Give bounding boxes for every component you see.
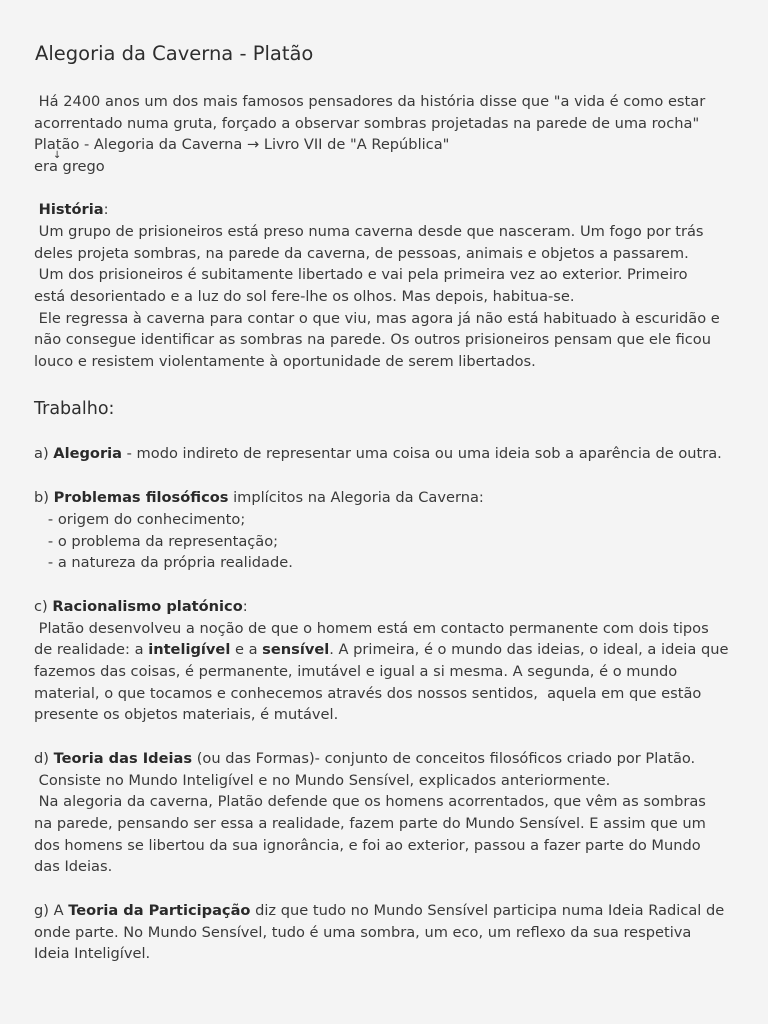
- intro-line-2: acorrentado numa gruta, forçado a observar sombras projetadas na parede de uma rocha": [34, 115, 700, 132]
- item-b-list-item: - o problema da representação;: [34, 533, 279, 550]
- term-sensivel: sensível: [262, 641, 330, 658]
- item-c-line-2-text: . A primeira, é o mundo das ideias, o ideal, a ideia que: [329, 641, 729, 658]
- intro-line-3: Platão - Alegoria da Caverna → Livro VII de "A República": [34, 136, 450, 153]
- item-g-line-2: onde parte. No Mundo Sensível, tudo é uma sombra, um eco, um reflexo da sua respetiva: [34, 924, 692, 941]
- historia-line-7: louco e resistem violentamente à oportunidade de serem libertados.: [34, 353, 536, 370]
- item-a-term: Alegoria: [53, 445, 122, 462]
- item-c-line-3: fazemos das coisas, é permanente, imutável e igual a si mesma. A segunda, é o mundo: [34, 663, 678, 680]
- item-g-prefix: g) A: [34, 902, 69, 919]
- historia-line-3: Um dos prisioneiros é subitamente libertado e vai pela primeira vez ao exterior. Primeiro: [34, 266, 688, 283]
- item-d-line-6: das Ideias.: [34, 858, 113, 875]
- historia-label: História: [38, 201, 104, 218]
- item-c-line-2-text: de realidade: a: [34, 641, 149, 658]
- item-c-line-1: Platão desenvolveu a noção de que o homem está em contacto permanente com dois tipos: [34, 620, 709, 637]
- item-b-prefix: b): [34, 489, 54, 506]
- item-c-colon: :: [242, 598, 248, 615]
- intro-line-4: era grego: [34, 158, 105, 175]
- item-c-line-2-text: e a: [230, 641, 263, 658]
- historia-line-4: está desorientado e a luz do sol fere-lhe os olhos. Mas depois, habitua-se.: [34, 288, 575, 305]
- item-d: [34, 749, 695, 769]
- item-g-term: Teoria da Participação: [68, 902, 251, 919]
- item-c-line-5: presente os objetos materiais, é mutável.: [34, 706, 339, 723]
- historia-line-5: Ele regressa à caverna para contar o que viu, mas agora já não está habituado à escuridão e: [34, 310, 720, 327]
- item-b-list-item: - a natureza da própria realidade.: [34, 554, 293, 571]
- historia-line-1: Um grupo de prisioneiros está preso numa caverna desde que nasceram. Um fogo por trás: [34, 223, 704, 240]
- item-b-list-item: - origem do conhecimento;: [34, 511, 246, 528]
- item-d-line-3: Na alegoria da caverna, Platão defende que os homens acorrentados, que vêm as sombras: [34, 793, 706, 810]
- historia-colon: :: [103, 201, 109, 218]
- item-a: [34, 444, 722, 464]
- item-c: [34, 597, 248, 617]
- item-a-prefix: a): [34, 445, 54, 462]
- historia-line-6: não consegue identificar as sombras na parede. Os outros prisioneiros pensam que ele ficou: [34, 331, 711, 348]
- item-d-line-4: na parede, pensando ser essa a realidade, fazem parte do Mundo Sensível. E assim que um: [34, 815, 706, 832]
- item-c-line-2: [34, 640, 728, 660]
- item-d-line-5: dos homens se libertou da sua ignorância, e foi ao exterior, passou a fazer parte do Mundo: [34, 837, 701, 854]
- item-b: [34, 488, 484, 508]
- item-g-line-3: Ideia Inteligível.: [34, 945, 151, 962]
- handwritten-arrow-icon: ↓: [53, 150, 62, 161]
- item-a-text: - modo indireto de representar uma coisa ou uma ideia sob a aparência de outra.: [122, 445, 722, 462]
- item-d-line-2: Consiste no Mundo Inteligível e no Mundo Sensível, explicados anteriormente.: [34, 772, 611, 789]
- historia-line-2: deles projeta sombras, na parede da caverna, de pessoas, animais e objetos a passarem.: [34, 245, 689, 262]
- term-inteligivel: inteligível: [148, 641, 231, 658]
- historia-heading: [34, 200, 109, 220]
- item-c-term: Racionalismo platónico: [52, 598, 243, 615]
- item-g: [34, 901, 724, 921]
- item-g-text: diz que tudo no Mundo Sensível participa numa Ideia Radical de: [250, 902, 725, 919]
- item-b-text: implícitos na Alegoria da Caverna:: [228, 489, 484, 506]
- trabalho-heading: Trabalho:: [34, 399, 115, 419]
- page-title: Alegoria da Caverna - Platão: [35, 42, 314, 65]
- intro-line-1: Há 2400 anos um dos mais famosos pensadores da história disse que "a vida é como estar: [34, 93, 706, 110]
- item-c-prefix: c): [34, 598, 53, 615]
- item-d-text: (ou das Formas)- conjunto de conceitos filosóficos criado por Platão.: [192, 750, 696, 767]
- item-d-prefix: d): [34, 750, 54, 767]
- item-d-term: Teoria das Ideias: [53, 750, 193, 767]
- item-b-term: Problemas filosóficos: [53, 489, 229, 506]
- item-c-line-4: material, o que tocamos e conhecemos através dos nossos sentidos, aquela em que estão: [34, 685, 702, 702]
